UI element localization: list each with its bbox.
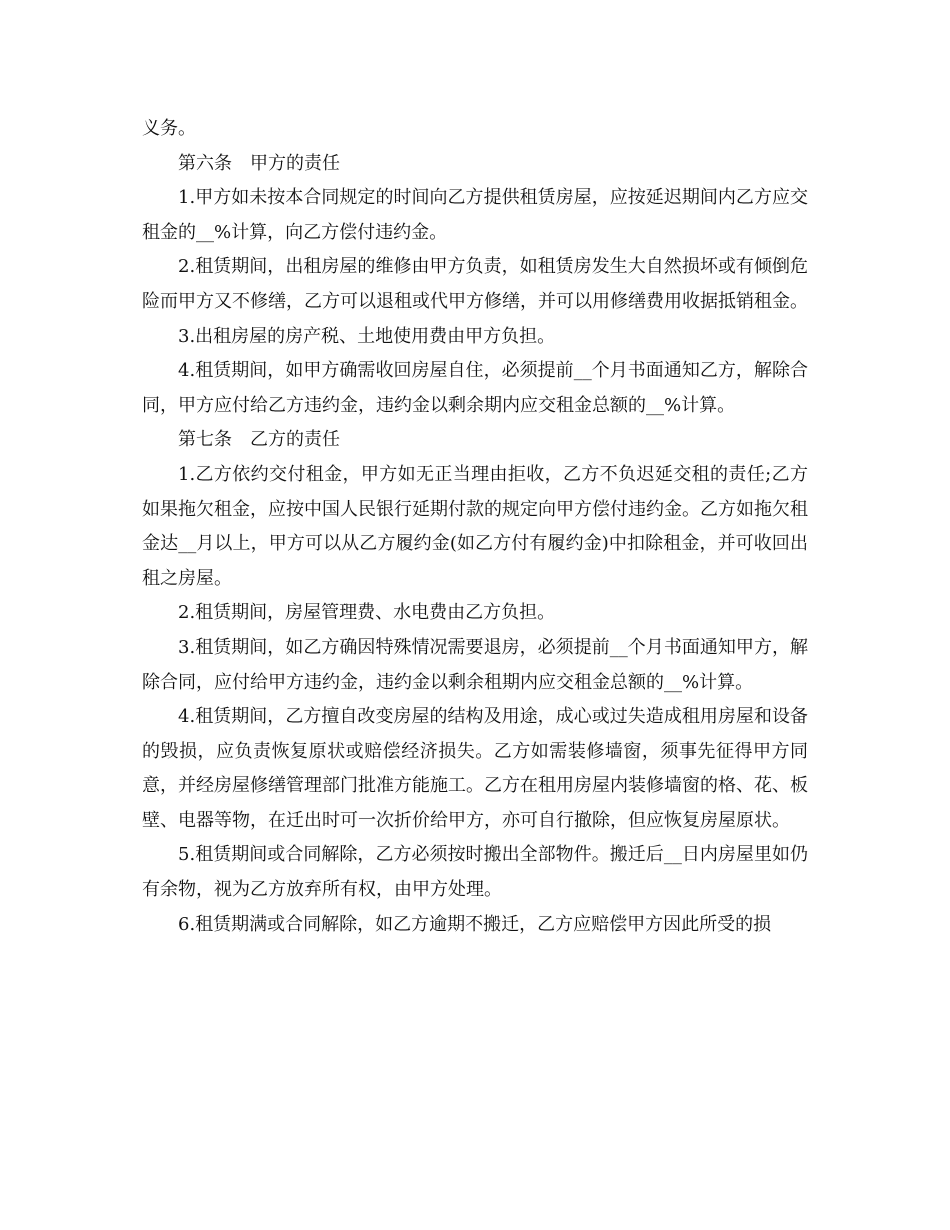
article-six-item-2: 2.租赁期间，出租房屋的维修由甲方负责，如租赁房发生大自然损坏或有倾倒危险而甲方又不修缮，乙方可以退租或代甲方修缮，并可以用修缮费用收据抵销租金。	[142, 256, 808, 312]
article-seven-item-3: 3.租赁期间，如乙方确因特殊情况需要退房，必须提前__个月书面通知甲方，解除合同，应付给甲方违约金，违约金以剩余租期内应交租金总额的__%计算。	[142, 636, 808, 693]
article-seven-item-5: 5.租赁期间或合同解除，乙方必须按时搬出全部物件。搬迁后__日内房屋里如仍有余物，视为乙方放弃所有权，由甲方处理。	[142, 844, 808, 901]
article-six-item-1: 1.甲方如未按本合同规定的时间向乙方提供租赁房屋，应按延迟期间内乙方应交租金的__%计算，向乙方偿付违约金。	[142, 187, 808, 243]
article-seven-item-2: 2.租赁期间，房屋管理费、水电费由乙方负担。	[178, 602, 556, 624]
paragraph-continuation: 义务。	[142, 118, 196, 139]
article-seven-item-6: 6.租赁期满或合同解除，如乙方逾期不搬迁，乙方应赔偿甲方因此所受的损	[178, 913, 772, 935]
article-seven-item-1: 1.乙方依约交付租金，甲方如无正当理由拒收，乙方不负迟延交租的责任;乙方如果拖欠租金，应按中国人民银行延期付款的规定向甲方偿付违约金。乙方如拖欠租金达__月以上，甲方可以从乙方履约金(如乙方付有履约金)中扣除租金，并可收回出租之房屋。	[142, 463, 808, 589]
article-six-heading: 第六条 甲方的责任	[178, 152, 340, 174]
article-seven-heading: 第七条 乙方的责任	[178, 429, 340, 451]
article-six-item-4: 4.租赁期间，如甲方确需收回房屋自住，必须提前__个月书面通知乙方，解除合同，甲方应付给乙方违约金，违约金以剩余期内应交租金总额的__%计算。	[142, 360, 808, 416]
article-six-item-3: 3.出租房屋的房产税、土地使用费由甲方负担。	[178, 325, 556, 347]
document-page	[142, 112, 808, 942]
article-seven-item-4: 4.租赁期间，乙方擅自改变房屋的结构及用途，成心或过失造成租用房屋和设备的毁损，应负责恢复原状或赔偿经济损失。乙方如需装修墙窗，须事先征得甲方同意，并经房屋修缮管理部门批准方能施工。乙方在租用房屋内装修墙窗的格、花、板壁、电器等物，在迁出时可一次折价给甲方，亦可自行撤除，但应恢复房屋原状。	[142, 706, 808, 831]
